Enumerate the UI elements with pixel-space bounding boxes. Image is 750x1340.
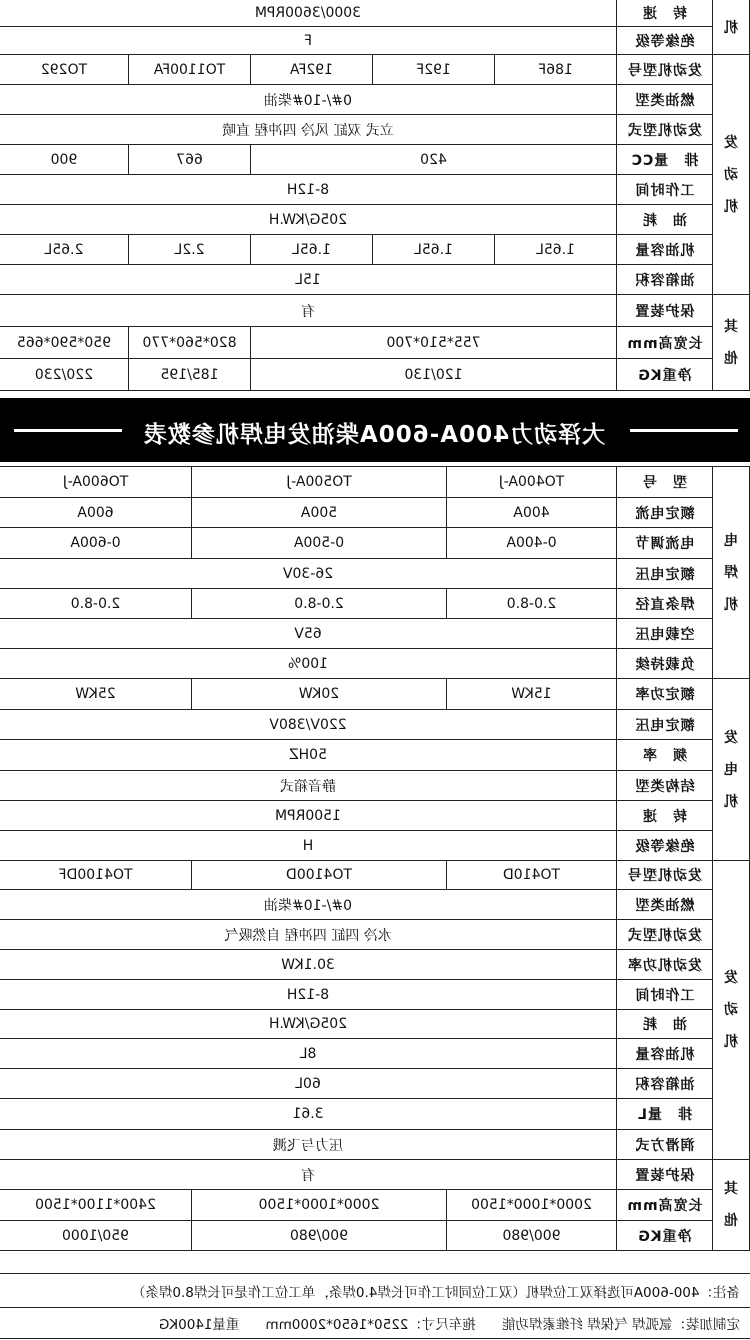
cell-value: 185/195 — [129, 359, 251, 391]
cell-value: 26-30V — [0, 559, 617, 589]
top-spec-section — [0, 0, 750, 391]
top-spec-table — [0, 0, 750, 391]
table-row — [0, 649, 750, 679]
table-row — [0, 890, 750, 920]
group-char: 他 — [724, 1213, 738, 1229]
group-char: 他 — [724, 350, 738, 367]
cell-value: 0-600A — [0, 528, 192, 559]
cell-value: 420 — [251, 145, 617, 175]
row-label: 空载电压 — [617, 619, 713, 649]
title-rule-left — [630, 429, 738, 432]
group-char: 其 — [724, 318, 738, 335]
row-label: 绝缘等级 — [617, 27, 713, 55]
row-label: 油 耗 — [617, 205, 713, 235]
row-label: 电流调节 — [617, 528, 713, 559]
row-label: 转 速 — [617, 801, 713, 831]
cell-value: 755*510*700 — [251, 327, 617, 359]
bottom-spec-table — [0, 466, 750, 1251]
cell-value: 8-12H — [0, 175, 617, 205]
group-char: 发 — [724, 970, 738, 986]
group-char: 机 — [724, 596, 738, 613]
row-label: 净重KG — [617, 359, 713, 391]
row-label: 发动机型号 — [617, 55, 713, 85]
table-row — [0, 831, 750, 861]
table-row — [0, 589, 750, 619]
cell-value: 2400*1100*1500 — [0, 1190, 192, 1221]
table-row — [0, 205, 750, 235]
cell-value: 600A — [0, 498, 192, 528]
row-label: 负载持续 — [617, 649, 713, 679]
group-label-other — [713, 1160, 750, 1251]
group-label-engine — [713, 55, 750, 295]
table-row — [0, 920, 750, 950]
total-weight: 重量1400KG — [158, 1317, 240, 1333]
group-char: 机 — [724, 793, 738, 810]
row-label: 油 耗 — [617, 1010, 713, 1039]
table-row — [0, 55, 750, 85]
table-row — [0, 115, 750, 145]
cell-value: 1.65L — [251, 235, 373, 265]
cell-value: TO292 — [0, 55, 129, 85]
table-row — [0, 1190, 750, 1221]
group-label-other — [713, 295, 750, 391]
group-char: 动 — [724, 166, 738, 183]
cell-value: 3000/3600RPM — [0, 0, 617, 27]
row-label: 额定电流 — [617, 498, 713, 528]
group-char: 机 — [724, 19, 738, 36]
row-label: 机油容量 — [617, 1039, 713, 1069]
cell-value: 220/230 — [0, 359, 129, 391]
row-label: 发动机型式 — [617, 920, 713, 950]
cell-value: 0-400A — [447, 528, 617, 559]
cell-value: 1.65L — [373, 235, 495, 265]
table-row — [0, 27, 750, 55]
table-row — [0, 327, 750, 359]
table-row — [0, 498, 750, 528]
cell-value: 25KW — [0, 679, 192, 710]
cell-value: 820*560*770 — [129, 327, 251, 359]
row-label: 转 速 — [617, 0, 713, 27]
cell-value: 2.0-8.0 — [447, 589, 617, 619]
group-char: 机 — [724, 1034, 738, 1050]
cell-value: TO500A-J — [192, 467, 447, 498]
row-label: 额定电压 — [617, 559, 713, 589]
cell-value: 水冷 四缸 四冲程 自然吸气 — [0, 920, 617, 950]
remark-text: 备注：400-600A可选择双工位焊机（双工位同时工作可长焊4.0焊条，单工位工作是可长焊8.0焊条） — [131, 1284, 740, 1301]
cell-value: 2.2L — [129, 235, 251, 265]
row-label: 长宽高mm — [617, 1190, 713, 1221]
row-label: 排 量CC — [617, 145, 713, 175]
cell-value: TO400A-J — [447, 467, 617, 498]
table-row — [0, 771, 750, 801]
group-char: 发 — [724, 134, 738, 151]
row-label: 保护装置 — [617, 295, 713, 327]
cell-value: 2000*1000*1500 — [192, 1190, 447, 1221]
group-label-engine — [713, 861, 750, 1160]
cell-value: 220V/380V — [0, 710, 617, 740]
row-label: 燃油类型 — [617, 890, 713, 920]
group-char: 发 — [724, 729, 738, 746]
row-label: 净重KG — [617, 1221, 713, 1251]
table-row — [0, 1099, 750, 1130]
cell-value: 667 — [129, 145, 251, 175]
row-label: 绝缘等级 — [617, 831, 713, 861]
custom-options: 定制加装：氩弧焊 气保焊 纤维素焊功能 — [501, 1317, 740, 1333]
cell-value: 900 — [0, 145, 129, 175]
cell-value: 192FA — [251, 55, 373, 85]
cell-value: 立式 双缸 风冷 四冲程 直喷 — [0, 115, 617, 145]
table-row — [0, 295, 750, 327]
table-row — [0, 1130, 750, 1160]
cell-value: 0#/-10#柴油 — [0, 890, 617, 920]
table-row — [0, 1010, 750, 1039]
group-label-machine — [713, 0, 750, 55]
table-row — [0, 359, 750, 391]
row-label: 机油容量 — [617, 235, 713, 265]
cell-value: 8-12H — [0, 980, 617, 1010]
table-row — [0, 1039, 750, 1069]
cell-value: 15KW — [447, 679, 617, 710]
table-row — [0, 619, 750, 649]
row-label: 燃油类型 — [617, 85, 713, 115]
table-row — [0, 559, 750, 589]
group-char: 焊 — [724, 564, 738, 581]
cell-value: 3.61 — [0, 1099, 617, 1130]
row-label: 焊条直径 — [617, 589, 713, 619]
row-label: 额定功率 — [617, 679, 713, 710]
cell-value: 20KW — [192, 679, 447, 710]
table-row — [0, 950, 750, 980]
group-char: 电 — [724, 761, 738, 778]
table-row — [0, 980, 750, 1010]
cell-value: 192F — [373, 55, 495, 85]
cell-value: 静音箱式 — [0, 771, 617, 801]
cell-value: 8L — [0, 1039, 617, 1069]
cell-value: 2000*1000*1500 — [447, 1190, 617, 1221]
cell-value: 120/130 — [251, 359, 617, 391]
row-label: 保护装置 — [617, 1160, 713, 1190]
table-row — [0, 740, 750, 771]
cell-value: 500A — [192, 498, 447, 528]
cell-value: 205G/KW.H — [0, 205, 617, 235]
cell-value: 0-500A — [192, 528, 447, 559]
row-label: 额定电压 — [617, 710, 713, 740]
table-row — [0, 467, 750, 498]
table-row — [0, 145, 750, 175]
cell-value: 100% — [0, 649, 617, 679]
row-label: 润滑方式 — [617, 1130, 713, 1160]
table-row — [0, 528, 750, 559]
table-row — [0, 175, 750, 205]
row-label: 型 号 — [617, 467, 713, 498]
table-row — [0, 1160, 750, 1190]
cell-value: 205G/KW.H — [0, 1010, 617, 1039]
cell-value: 950/1000 — [0, 1221, 192, 1251]
cell-value: 186F — [495, 55, 617, 85]
row-label: 结构类型 — [617, 771, 713, 801]
cell-value: 2.65L — [0, 235, 129, 265]
table-row — [0, 1069, 750, 1099]
cell-value: H — [0, 831, 617, 861]
row-label: 发动机功率 — [617, 950, 713, 980]
cell-value: 900/980 — [192, 1221, 447, 1251]
cell-value: 950*590*665 — [0, 327, 129, 359]
cell-value: 15L — [0, 265, 617, 295]
trailer-size: 拖车尺寸：2250*1650*2000mm — [265, 1317, 476, 1333]
table-row — [0, 801, 750, 831]
row-label: 油箱容积 — [617, 1069, 713, 1099]
cell-value: TO410D — [447, 861, 617, 890]
row-label: 频 率 — [617, 740, 713, 771]
table-row — [0, 235, 750, 265]
row-label: 排 量L — [617, 1099, 713, 1130]
group-label-welder — [713, 467, 750, 679]
cell-value: 65V — [0, 619, 617, 649]
row-label: 工作时间 — [617, 980, 713, 1010]
cell-value: F — [0, 27, 617, 55]
table-row — [0, 1221, 750, 1251]
cell-value: TO4100D — [192, 861, 447, 890]
group-char: 其 — [724, 1181, 738, 1197]
cell-value: 50HZ — [0, 740, 617, 771]
cell-value: 有 — [0, 295, 617, 327]
cell-value: 30.1KW — [0, 950, 617, 980]
cell-value: TO1100FA — [129, 55, 251, 85]
group-label-generator — [713, 679, 750, 861]
cell-value: 2.0-8.0 — [192, 589, 447, 619]
cell-value: 有 — [0, 1160, 617, 1190]
cell-value: 0#/-10#柴油 — [0, 85, 617, 115]
cell-value: 1.65L — [495, 235, 617, 265]
table-row — [0, 85, 750, 115]
group-char: 动 — [724, 1002, 738, 1018]
title-band — [0, 398, 750, 462]
group-char: 电 — [724, 532, 738, 549]
bottom-spec-section — [0, 466, 750, 1251]
table-row — [0, 0, 750, 27]
remark-note — [0, 1273, 750, 1307]
footer-bar — [0, 1307, 750, 1339]
cell-value: TO600A-J — [0, 467, 192, 498]
table-row — [0, 710, 750, 740]
row-label: 油箱容积 — [617, 265, 713, 295]
cell-value: 2.0-8.0 — [0, 589, 192, 619]
row-label: 长宽高mm — [617, 327, 713, 359]
cell-value: 1500RPM — [0, 801, 617, 831]
cell-value: TO4100DF — [0, 861, 192, 890]
table-row — [0, 265, 750, 295]
section-title: 大泽动力400A-600A柴油发电焊机参数表 — [142, 422, 606, 448]
table-row — [0, 861, 750, 890]
title-rule-right — [14, 429, 122, 432]
row-label: 工作时间 — [617, 175, 713, 205]
cell-value: 60L — [0, 1069, 617, 1099]
group-char: 机 — [724, 198, 738, 215]
row-label: 发动机型号 — [617, 861, 713, 890]
row-label: 发动机型式 — [617, 115, 713, 145]
cell-value: 900/980 — [447, 1221, 617, 1251]
table-row — [0, 679, 750, 710]
cell-value: 压力与飞溅 — [0, 1130, 617, 1160]
cell-value: 400A — [447, 498, 617, 528]
